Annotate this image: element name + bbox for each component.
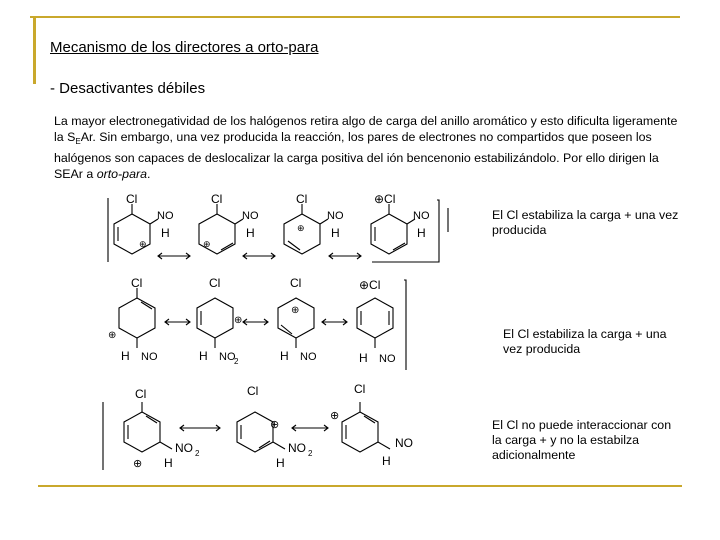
cl-label: Cl	[211, 192, 223, 206]
paragraph-italic: orto-para	[96, 167, 147, 181]
no2-subscript: 2	[195, 449, 200, 458]
meta-structure-2	[237, 412, 285, 452]
h-label: H	[121, 349, 130, 363]
resonance-arrow-3	[329, 253, 361, 259]
h-label: H	[246, 226, 255, 240]
h-label: H	[280, 349, 289, 363]
resonance-arrow-7	[180, 425, 220, 431]
no2-subscript: 2	[308, 449, 313, 458]
cl-plus-label: ⊕Cl	[374, 192, 396, 206]
no2-label: NO	[242, 210, 259, 222]
resonance-arrow-1	[158, 253, 190, 259]
plus-charge: ⊕	[291, 305, 300, 316]
plus-charge: ⊕	[108, 330, 117, 341]
h-label: H	[276, 456, 285, 470]
resonance-arrow-5	[243, 319, 268, 325]
plus-charge: ⊕	[234, 315, 243, 326]
cl-label: Cl	[247, 384, 259, 398]
meta-structure-1	[124, 402, 172, 452]
cl-label: Cl	[126, 192, 138, 206]
no2-label: NO	[395, 436, 413, 450]
cl-label: Cl	[135, 387, 147, 401]
cl-label: Cl	[209, 276, 221, 290]
paragraph-text-3: .	[146, 167, 151, 181]
plus-charge: ⊕	[203, 239, 211, 249]
ortho-structure-3	[284, 204, 328, 254]
note-meta: El Cl no puede interaccionar con la carga + y no la estabilza adicionalmente	[492, 418, 672, 462]
ortho-structure-1	[114, 204, 158, 254]
paragraph-text-2: Ar. Sin embargo, una vez producida la reacción, los pares de electrones no compartidos que poseen los halógenos son capaces de deslocalizar la carga positiva del ión bencenonio estabilizándolo. Por ello dirigen la SEAr a	[54, 130, 659, 181]
no2-subscript: 2	[234, 357, 239, 366]
h-label: H	[199, 349, 208, 363]
h-label: H	[417, 226, 426, 240]
h-label: H	[359, 351, 368, 365]
h-label: H	[331, 226, 340, 240]
no2-label: NO	[157, 210, 174, 222]
plus-charge: ⊕	[133, 458, 143, 470]
resonance-arrow-2	[243, 253, 275, 259]
no2-label: NO	[141, 351, 158, 363]
plus-charge: ⊕	[330, 410, 340, 422]
no2-label: NO	[413, 210, 430, 222]
cl-label: Cl	[290, 276, 302, 290]
resonance-arrow-4	[165, 319, 190, 325]
note-ortho: El Cl estabiliza la carga + una vez producida	[492, 208, 679, 237]
slide-subtitle: - Desactivantes débiles	[50, 80, 206, 97]
no2-label: NO	[288, 441, 306, 455]
no2-label: NO	[175, 441, 193, 455]
paragraph-subscript-e: E	[75, 137, 81, 146]
no2-label: NO	[327, 210, 344, 222]
no2-label: NO	[300, 351, 317, 363]
plus-charge: ⊕	[297, 223, 305, 233]
resonance-arrow-6	[322, 319, 347, 325]
plus-charge: ⊕	[139, 239, 147, 249]
h-label: H	[382, 454, 391, 468]
cl-label: Cl	[131, 276, 143, 290]
h-label: H	[161, 226, 170, 240]
para-structure-1	[119, 288, 155, 348]
paragraph-text-1: La mayor electronegatividad de los halógenos retira algo de carga del anillo aromático y esto dificulta ligeramente la S	[54, 114, 678, 144]
note-para: El Cl estabiliza la carga + una vez producida	[503, 327, 667, 356]
no2-label: NO	[219, 351, 236, 363]
no2-label: NO	[379, 353, 396, 365]
cl-plus-label: ⊕Cl	[359, 278, 381, 292]
slide-title: Mecanismo de los directores a orto-para	[50, 39, 319, 56]
h-label: H	[164, 456, 173, 470]
plus-charge: ⊕	[270, 419, 280, 431]
cl-label: Cl	[296, 192, 308, 206]
cl-label: Cl	[354, 382, 366, 396]
para-structure-2	[197, 298, 233, 348]
resonance-arrow-8	[292, 425, 328, 431]
meta-structure-3	[342, 402, 390, 452]
